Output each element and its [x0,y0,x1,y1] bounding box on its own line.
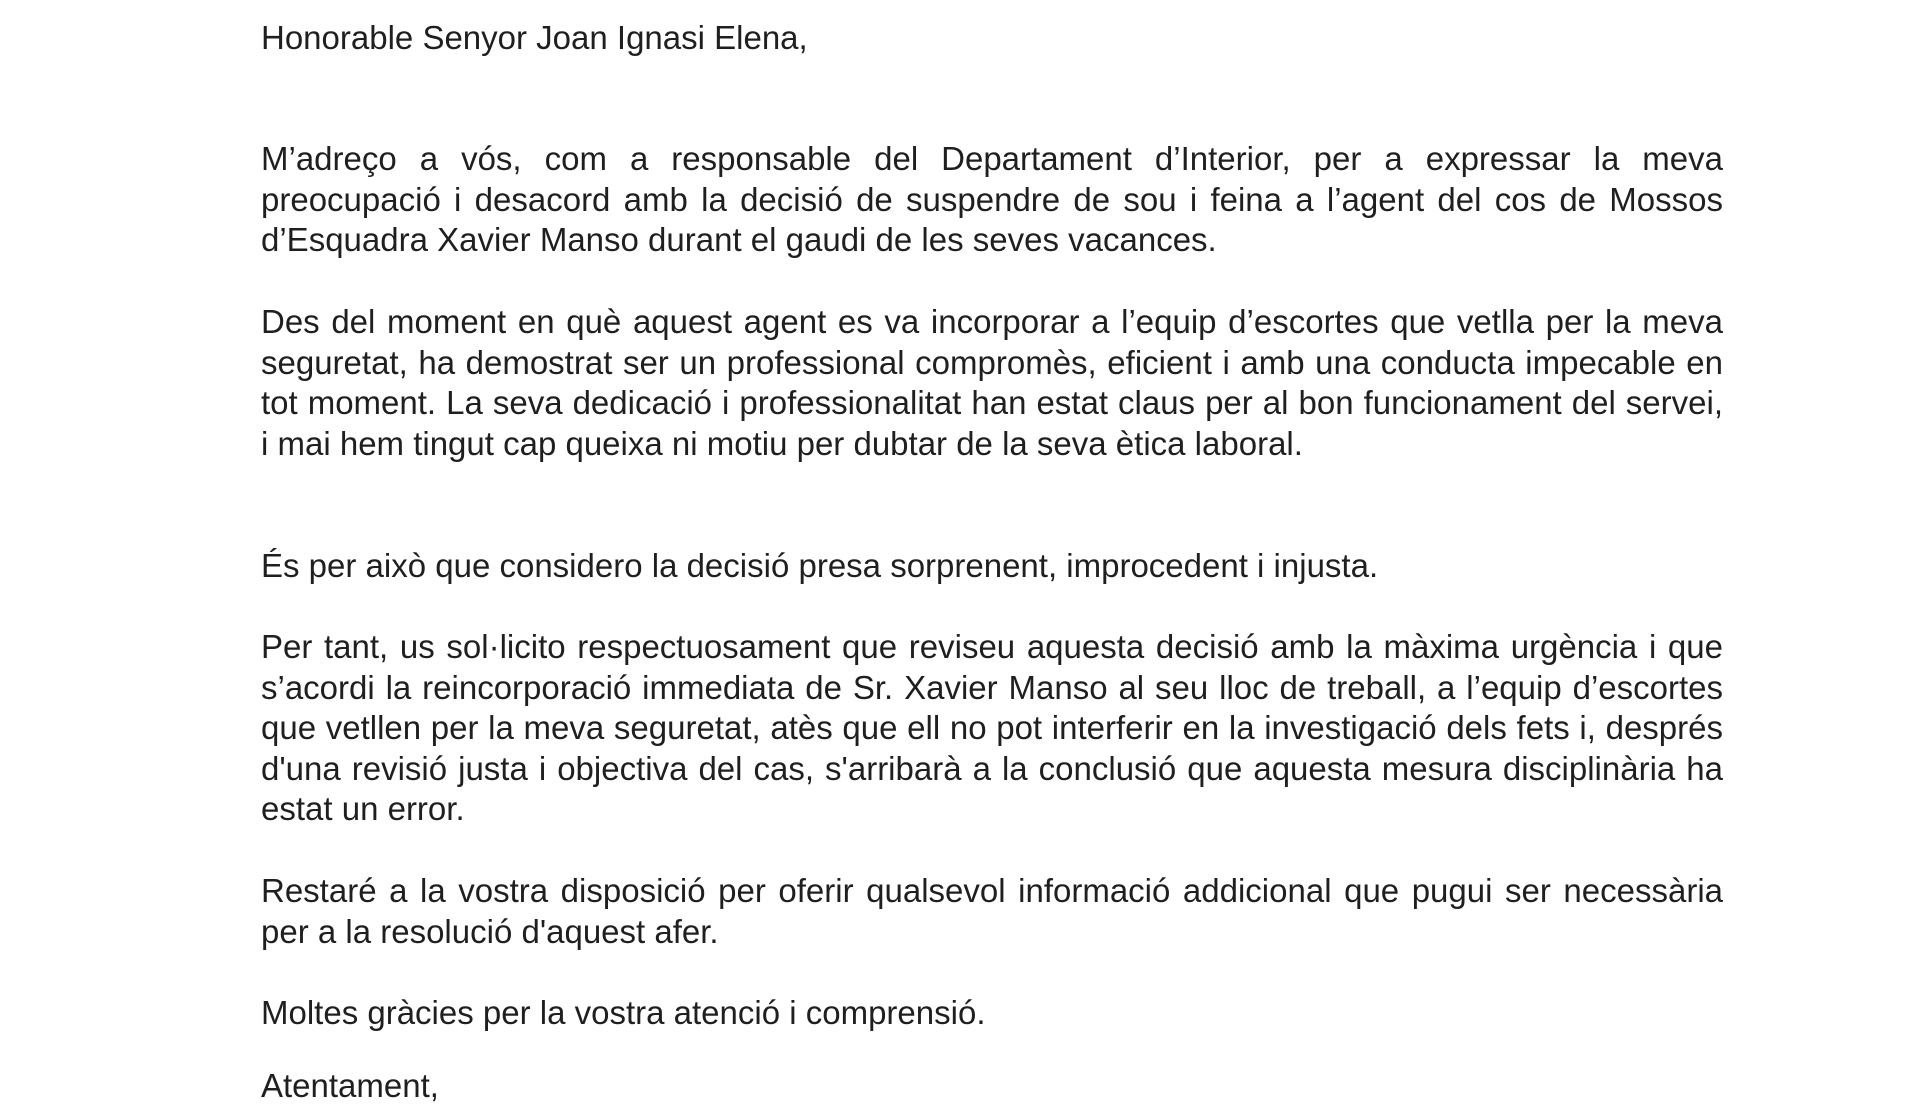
paragraph-judgement: És per això que considero la decisió presa sorprenent, improcedent i injusta. [261,547,1379,584]
paragraph-agent-record: Des del moment en què aquest agent es va incorporar a l’equip d’escortes que vetlla per la meva seguretat, ha demostrat ser un professional compromès, eficient i amb una conducta impecable en tot moment. La seva dedicació i professionalitat han estat claus per al bon funcionament del servei, i mai hem tingut cap queixa ni motiu per dubtar de la seva ètica laboral. [261,303,1723,462]
paragraph-concern: M’adreço a vós, com a responsable del Departament d’Interior, per a expressar la meva preocupació i desacord amb la decisió de suspendre de sou i feina a l’agent del cos de Mossos d’Esquadra Xavier Manso durant el gaudi de les seves vacances. [261,140,1723,259]
paragraph-request: Per tant, us sol·licito respectuosament que reviseu aquesta decisió amb la màxima urgència i que s’acordi la reincorporació immediata de Sr. Xavier Manso al seu lloc de treball, a l’equip d’escortes que vetllen per la meva seguretat, atès que ell no pot interferir en la investigació dels fets i, després d'una revisió justa i objectiva del cas, s'arribarà a la conclusió que aquesta mesura disciplinària ha estat un error. [261,628,1723,828]
letter-greeting: Honorable Senyor Joan Ignasi Elena, [261,19,808,56]
letter-closing: Atentament, [261,1067,439,1104]
paragraph-availability: Restaré a la vostra disposició per oferir qualsevol informació addicional que pugui ser necessària per a la resolució d'aquest afer. [261,872,1723,950]
paragraph-thanks: Moltes gràcies per la vostra atenció i comprensió. [261,994,986,1031]
